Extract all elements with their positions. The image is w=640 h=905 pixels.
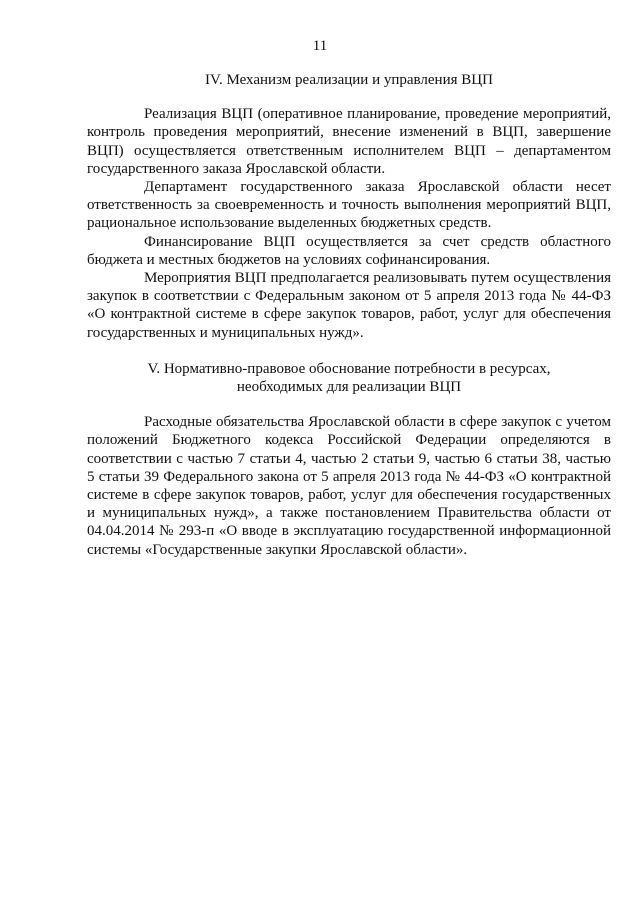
page-number: 11 — [312, 38, 328, 54]
section-4-paragraph-2: Департамент государственного заказа Ярославской области несет ответственность за своевременность и точность выполнения мероприятий ВЦП, рациональное использование выделенных бюджетных средств. — [87, 179, 611, 232]
section-4-heading: IV. Механизм реализации и управления ВЦП — [205, 72, 493, 88]
section-5-paragraph-1: Расходные обязательства Ярославской области в сфере закупок с учетом положений Бюджетного кодекса Российской Федерации определяются в соответствии с частью 7 статьи 4, частью 2 статьи 9, частью 6 статьи 38, частью 5 статьи 39 Федерального закона от 5 апреля 2013 года № 44-ФЗ «О контрактной системе в сфере закупок товаров, работ, услуг для обеспечения государственных и муниципальных нужд», а также постановлением Правительства области от 04.04.2014 № 293-п «О вводе в эксплуатацию государственной информационной системы «Государственные закупки Ярославской области». — [87, 414, 611, 558]
section-4-paragraph-4: Мероприятия ВЦП предполагается реализовывать путем осуществления закупок в соответствии с Федеральным законом от 5 апреля 2013 года № 44-ФЗ «О контрактной системе в сфере закупок товаров, работ, услуг для обеспечения государственных и муниципальных нужд». — [87, 270, 611, 341]
section-5-heading — [87, 360, 611, 396]
section-5-heading-line-2: необходимых для реализации ВЦП — [236, 379, 462, 396]
section-4-paragraph-1: Реализация ВЦП (оперативное планирование, проведение мероприятий, контроль проведения мероприятий, внесение изменений в ВЦП, завершение ВЦП) осуществляется ответственным исполнителем ВЦП – департаментом государственного заказа Ярославской области. — [87, 106, 611, 177]
section-5-heading-line-1: V. Нормативно-правовое обоснование потребности в ресурсах, — [147, 360, 551, 377]
section-4-paragraph-3: Финансирование ВЦП осуществляется за счет средств областного бюджета и местных бюджетов на условиях софинансирования. — [87, 233, 611, 268]
page-content — [87, 71, 611, 559]
